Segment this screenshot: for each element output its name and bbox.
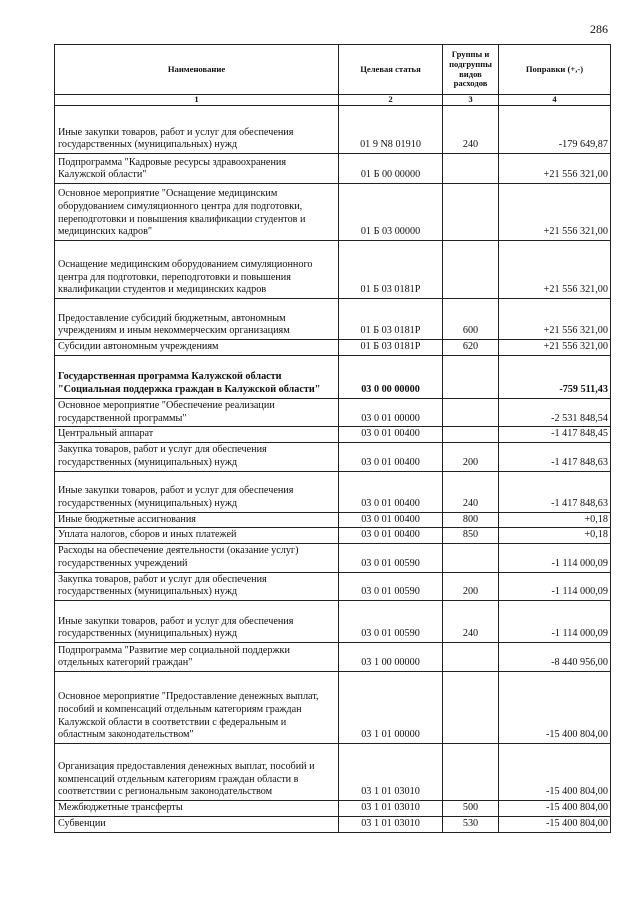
row-group: 530 bbox=[443, 816, 499, 832]
header-name: Наименование bbox=[55, 45, 339, 95]
row-group bbox=[443, 154, 499, 184]
row-group bbox=[443, 355, 499, 398]
table-row bbox=[55, 544, 611, 573]
row-group: 600 bbox=[443, 299, 499, 340]
row-name: Подпрограмма "Развитие мер социальной поддержки отдельных категорий граждан" bbox=[55, 643, 339, 672]
table-row bbox=[55, 241, 611, 299]
row-code: 03 0 01 00400 bbox=[339, 443, 443, 472]
row-code: 03 0 01 00000 bbox=[339, 398, 443, 427]
row-amount: +21 556 321,00 bbox=[499, 241, 611, 299]
row-group: 500 bbox=[443, 801, 499, 817]
row-name: Оснащение медицинским оборудованием симуляционного центра для подготовки, переподготовки и повышения квалификации студентов и медицинских кадров bbox=[55, 241, 339, 299]
row-name: Основное мероприятие "Обеспечение реализации государственной программы" bbox=[55, 398, 339, 427]
row-group: 240 bbox=[443, 106, 499, 154]
table-row bbox=[55, 512, 611, 528]
table-row bbox=[55, 601, 611, 643]
row-code: 03 1 01 03010 bbox=[339, 801, 443, 817]
table-row bbox=[55, 355, 611, 398]
row-code: 03 0 01 00590 bbox=[339, 572, 443, 601]
row-code: 03 0 01 00400 bbox=[339, 512, 443, 528]
row-amount: +0,18 bbox=[499, 528, 611, 544]
row-group: 200 bbox=[443, 572, 499, 601]
row-name: Государственная программа Калужской области "Социальная поддержка граждан в Калужской области" bbox=[55, 355, 339, 398]
row-amount: +21 556 321,00 bbox=[499, 184, 611, 241]
row-code: 03 1 01 03010 bbox=[339, 744, 443, 801]
row-name: Иные бюджетные ассигнования bbox=[55, 512, 339, 528]
table-row bbox=[55, 816, 611, 832]
row-name: Расходы на обеспечение деятельности (оказание услуг) государственных учреждений bbox=[55, 544, 339, 573]
row-amount: +21 556 321,00 bbox=[499, 299, 611, 340]
row-amount: +21 556 321,00 bbox=[499, 154, 611, 184]
row-code: 03 0 00 00000 bbox=[339, 355, 443, 398]
row-group bbox=[443, 643, 499, 672]
row-code: 03 0 01 00400 bbox=[339, 427, 443, 443]
row-name: Подпрограмма "Кадровые ресурсы здравоохранения Калужской области" bbox=[55, 154, 339, 184]
row-name: Основное мероприятие "Оснащение медицинским оборудованием симуляционного центра для подготовки, переподготовки и повышения квалификации студентов и медицинских кадров" bbox=[55, 184, 339, 241]
row-code: 03 0 01 00590 bbox=[339, 601, 443, 643]
row-group bbox=[443, 184, 499, 241]
row-amount: -1 417 848,45 bbox=[499, 427, 611, 443]
row-amount: -759 511,43 bbox=[499, 355, 611, 398]
row-code: 03 0 01 00400 bbox=[339, 471, 443, 512]
row-code: 01 9 N8 01910 bbox=[339, 106, 443, 154]
row-amount: -1 417 848,63 bbox=[499, 471, 611, 512]
header-target-article: Целевая статья bbox=[339, 45, 443, 95]
table-row bbox=[55, 154, 611, 184]
row-amount: +0,18 bbox=[499, 512, 611, 528]
header-expense-groups: Группы и подгруппы видов расходов bbox=[443, 45, 499, 95]
row-group bbox=[443, 241, 499, 299]
row-name: Закупка товаров, работ и услуг для обеспечения государственных (муниципальных) нужд bbox=[55, 572, 339, 601]
row-name: Субсидии автономным учреждениям bbox=[55, 340, 339, 356]
row-code: 03 1 00 00000 bbox=[339, 643, 443, 672]
column-number: 4 bbox=[499, 95, 611, 106]
table-row bbox=[55, 427, 611, 443]
table-row bbox=[55, 801, 611, 817]
row-name: Предоставление субсидий бюджетным, автономным учреждениям и иным некоммерческим организациям bbox=[55, 299, 339, 340]
row-amount: -8 440 956,00 bbox=[499, 643, 611, 672]
table-row bbox=[55, 528, 611, 544]
row-code: 03 1 01 03010 bbox=[339, 816, 443, 832]
row-amount: +21 556 321,00 bbox=[499, 340, 611, 356]
column-number: 1 bbox=[55, 95, 339, 106]
table-row bbox=[55, 443, 611, 472]
header-amendments: Поправки (+,-) bbox=[499, 45, 611, 95]
table-row bbox=[55, 471, 611, 512]
table-row bbox=[55, 299, 611, 340]
row-group bbox=[443, 398, 499, 427]
row-name: Уплата налогов, сборов и иных платежей bbox=[55, 528, 339, 544]
row-code: 01 Б 03 0181Р bbox=[339, 340, 443, 356]
row-name: Иные закупки товаров, работ и услуг для обеспечения государственных (муниципальных) нужд bbox=[55, 471, 339, 512]
row-amount: -15 400 804,00 bbox=[499, 672, 611, 744]
row-name: Субвенции bbox=[55, 816, 339, 832]
table-row bbox=[55, 572, 611, 601]
row-amount: -15 400 804,00 bbox=[499, 744, 611, 801]
row-code: 01 Б 03 00000 bbox=[339, 184, 443, 241]
row-name: Центральный аппарат bbox=[55, 427, 339, 443]
row-name: Иные закупки товаров, работ и услуг для обеспечения государственных (муниципальных) нужд bbox=[55, 106, 339, 154]
row-code: 03 0 01 00400 bbox=[339, 528, 443, 544]
table-row bbox=[55, 184, 611, 241]
row-code: 01 Б 00 00000 bbox=[339, 154, 443, 184]
row-code: 03 1 01 00000 bbox=[339, 672, 443, 744]
row-group: 620 bbox=[443, 340, 499, 356]
table-row bbox=[55, 744, 611, 801]
row-group: 240 bbox=[443, 601, 499, 643]
table-row bbox=[55, 340, 611, 356]
row-name: Иные закупки товаров, работ и услуг для обеспечения государственных (муниципальных) нужд bbox=[55, 601, 339, 643]
budget-amendments-table bbox=[54, 44, 611, 833]
table-row bbox=[55, 672, 611, 744]
column-number: 2 bbox=[339, 95, 443, 106]
row-group bbox=[443, 744, 499, 801]
row-group bbox=[443, 672, 499, 744]
column-number: 3 bbox=[443, 95, 499, 106]
row-amount: -1 417 848,63 bbox=[499, 443, 611, 472]
row-amount: -179 649,87 bbox=[499, 106, 611, 154]
row-amount: -1 114 000,09 bbox=[499, 572, 611, 601]
row-group: 850 bbox=[443, 528, 499, 544]
row-group bbox=[443, 544, 499, 573]
row-amount: -1 114 000,09 bbox=[499, 544, 611, 573]
row-group: 800 bbox=[443, 512, 499, 528]
table-row bbox=[55, 643, 611, 672]
row-group: 240 bbox=[443, 471, 499, 512]
row-name: Организация предоставления денежных выплат, пособий и компенсаций отдельным категориям граждан области в соответствии с региональным законодательством bbox=[55, 744, 339, 801]
row-name: Основное мероприятие "Предоставление денежных выплат, пособий и компенсаций отдельным категориям граждан Калужской области в соответствии с федеральным и областным законодательством" bbox=[55, 672, 339, 744]
row-amount: -1 114 000,09 bbox=[499, 601, 611, 643]
page-number: 286 bbox=[590, 22, 608, 36]
row-amount: -15 400 804,00 bbox=[499, 816, 611, 832]
row-code: 01 Б 03 0181Р bbox=[339, 241, 443, 299]
row-code: 03 0 01 00590 bbox=[339, 544, 443, 573]
table-row bbox=[55, 106, 611, 154]
row-group bbox=[443, 427, 499, 443]
row-amount: -15 400 804,00 bbox=[499, 801, 611, 817]
table-row bbox=[55, 398, 611, 427]
row-name: Межбюджетные трансферты bbox=[55, 801, 339, 817]
row-group: 200 bbox=[443, 443, 499, 472]
row-code: 01 Б 03 0181Р bbox=[339, 299, 443, 340]
row-amount: -2 531 848,54 bbox=[499, 398, 611, 427]
row-name: Закупка товаров, работ и услуг для обеспечения государственных (муниципальных) нужд bbox=[55, 443, 339, 472]
